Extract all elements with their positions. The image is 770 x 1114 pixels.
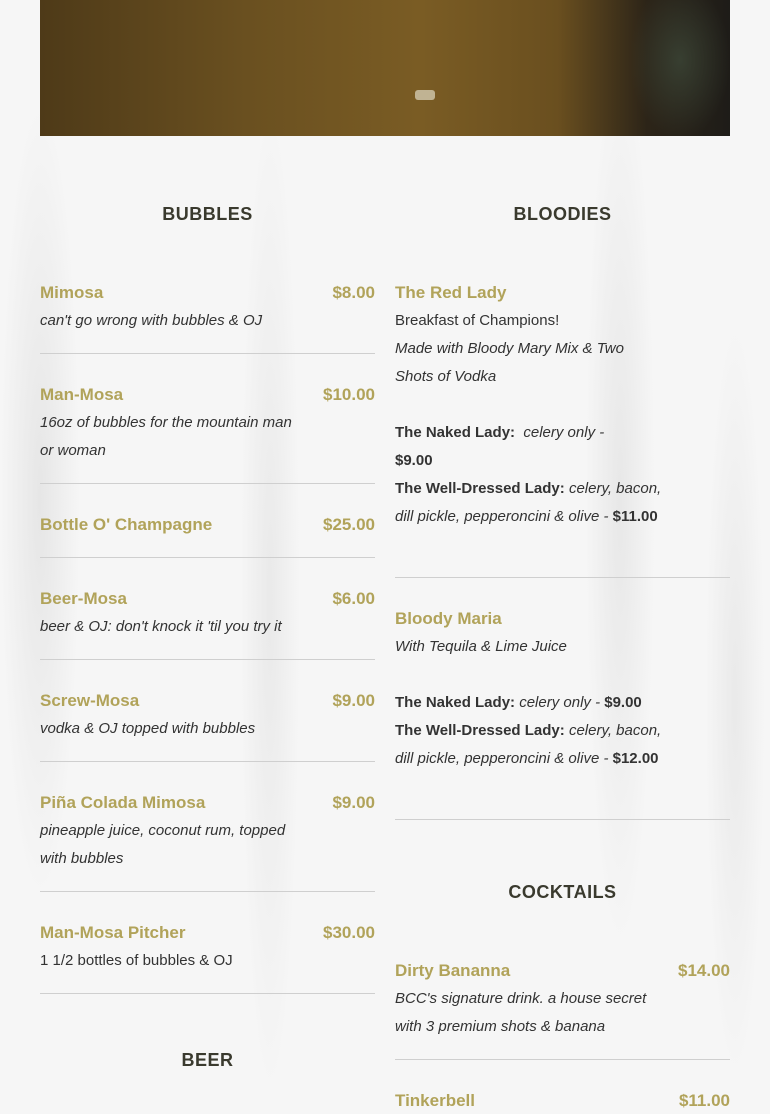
section-title-beer: BEER bbox=[181, 1050, 234, 1070]
item-name: Bloody Maria bbox=[395, 609, 502, 628]
item-name: Piña Colada Mimosa bbox=[40, 793, 206, 812]
section-title-bloodies: BLOODIES bbox=[513, 204, 612, 224]
option-desc: celery only - bbox=[519, 694, 601, 711]
menu-item bbox=[40, 515, 375, 535]
option-price: $12.00 bbox=[612, 750, 659, 767]
menu-item bbox=[40, 691, 375, 743]
section-title-bubbles: BUBBLES bbox=[162, 204, 253, 224]
menu-item bbox=[40, 793, 375, 873]
item-description: beer & OJ: don't knock it 'til you try it bbox=[40, 618, 282, 635]
menu-item bbox=[40, 923, 375, 975]
section-title-cocktails: COCKTAILS bbox=[508, 882, 617, 902]
item-description: BCC's signature drink. a house secret with 3 premium shots & banana bbox=[395, 990, 647, 1035]
divider bbox=[40, 659, 375, 660]
option-label: The Naked Lady: bbox=[395, 694, 516, 711]
well-dressed-lady-option bbox=[395, 717, 665, 773]
item-price: $8.00 bbox=[332, 283, 375, 302]
divider bbox=[40, 891, 375, 892]
item-name: Beer-Mosa bbox=[40, 589, 127, 608]
option-price: $9.00 bbox=[604, 694, 642, 711]
menu-item-bloody-maria bbox=[395, 609, 730, 773]
item-name: Tinkerbell bbox=[395, 1091, 475, 1110]
item-name: Dirty Bananna bbox=[395, 961, 511, 980]
item-price: $30.00 bbox=[323, 923, 375, 942]
item-price: $14.00 bbox=[678, 961, 730, 980]
item-name: Man-Mosa Pitcher bbox=[40, 923, 186, 942]
option-desc: celery, bacon, dill pickle, pepperoncini & olive - bbox=[395, 480, 662, 525]
item-price: $9.00 bbox=[332, 691, 375, 710]
option-label: The Well-Dressed Lady: bbox=[395, 480, 565, 497]
item-name: Man-Mosa bbox=[40, 385, 124, 404]
item-price: $11.00 bbox=[678, 1091, 730, 1110]
item-description: 16oz of bubbles for the mountain man or woman bbox=[40, 414, 292, 459]
option-price: $11.00 bbox=[612, 508, 658, 525]
item-description: pineapple juice, coconut rum, topped with bubbles bbox=[40, 822, 286, 867]
divider bbox=[40, 761, 375, 762]
item-price: $25.00 bbox=[323, 515, 375, 534]
option-desc: celery, bacon, dill pickle, pepperoncini & olive - bbox=[395, 722, 662, 767]
logo-icon bbox=[415, 90, 435, 100]
menu-item bbox=[40, 589, 375, 641]
menu-item-red-lady bbox=[395, 283, 730, 531]
naked-lady-option bbox=[395, 419, 640, 475]
hero-image bbox=[40, 0, 730, 136]
divider bbox=[40, 353, 375, 354]
divider bbox=[395, 577, 730, 578]
menu-item bbox=[395, 1091, 730, 1111]
item-name: Bottle O' Champagne bbox=[40, 515, 213, 534]
divider bbox=[40, 483, 375, 484]
option-label: The Naked Lady: bbox=[395, 424, 516, 441]
divider bbox=[40, 557, 375, 558]
item-description: With Tequila & Lime Juice bbox=[395, 638, 567, 655]
item-description: Made with Bloody Mary Mix & Two Shots of Vodka bbox=[395, 340, 624, 385]
option-label: The Well-Dressed Lady: bbox=[395, 722, 565, 739]
item-price: $6.00 bbox=[332, 589, 375, 608]
menu-item bbox=[395, 961, 730, 1041]
item-name: Screw-Mosa bbox=[40, 691, 140, 710]
option-price: $9.00 bbox=[395, 452, 433, 469]
well-dressed-lady-option bbox=[395, 475, 665, 531]
divider bbox=[395, 1059, 730, 1060]
item-price: $10.00 bbox=[323, 385, 375, 404]
naked-lady-option bbox=[395, 689, 670, 717]
divider bbox=[40, 993, 375, 994]
menu-item bbox=[40, 385, 375, 465]
item-name: The Red Lady bbox=[395, 283, 507, 302]
divider bbox=[395, 819, 730, 820]
item-name: Mimosa bbox=[40, 283, 104, 302]
menu-item bbox=[40, 283, 375, 335]
item-tagline: Breakfast of Champions! bbox=[395, 312, 560, 329]
item-description: 1 1/2 bottles of bubbles & OJ bbox=[40, 952, 233, 969]
item-description: vodka & OJ topped with bubbles bbox=[40, 720, 256, 737]
option-desc: celery only - bbox=[523, 424, 605, 441]
item-description: can't go wrong with bubbles & OJ bbox=[40, 312, 263, 329]
item-price: $9.00 bbox=[332, 793, 375, 812]
